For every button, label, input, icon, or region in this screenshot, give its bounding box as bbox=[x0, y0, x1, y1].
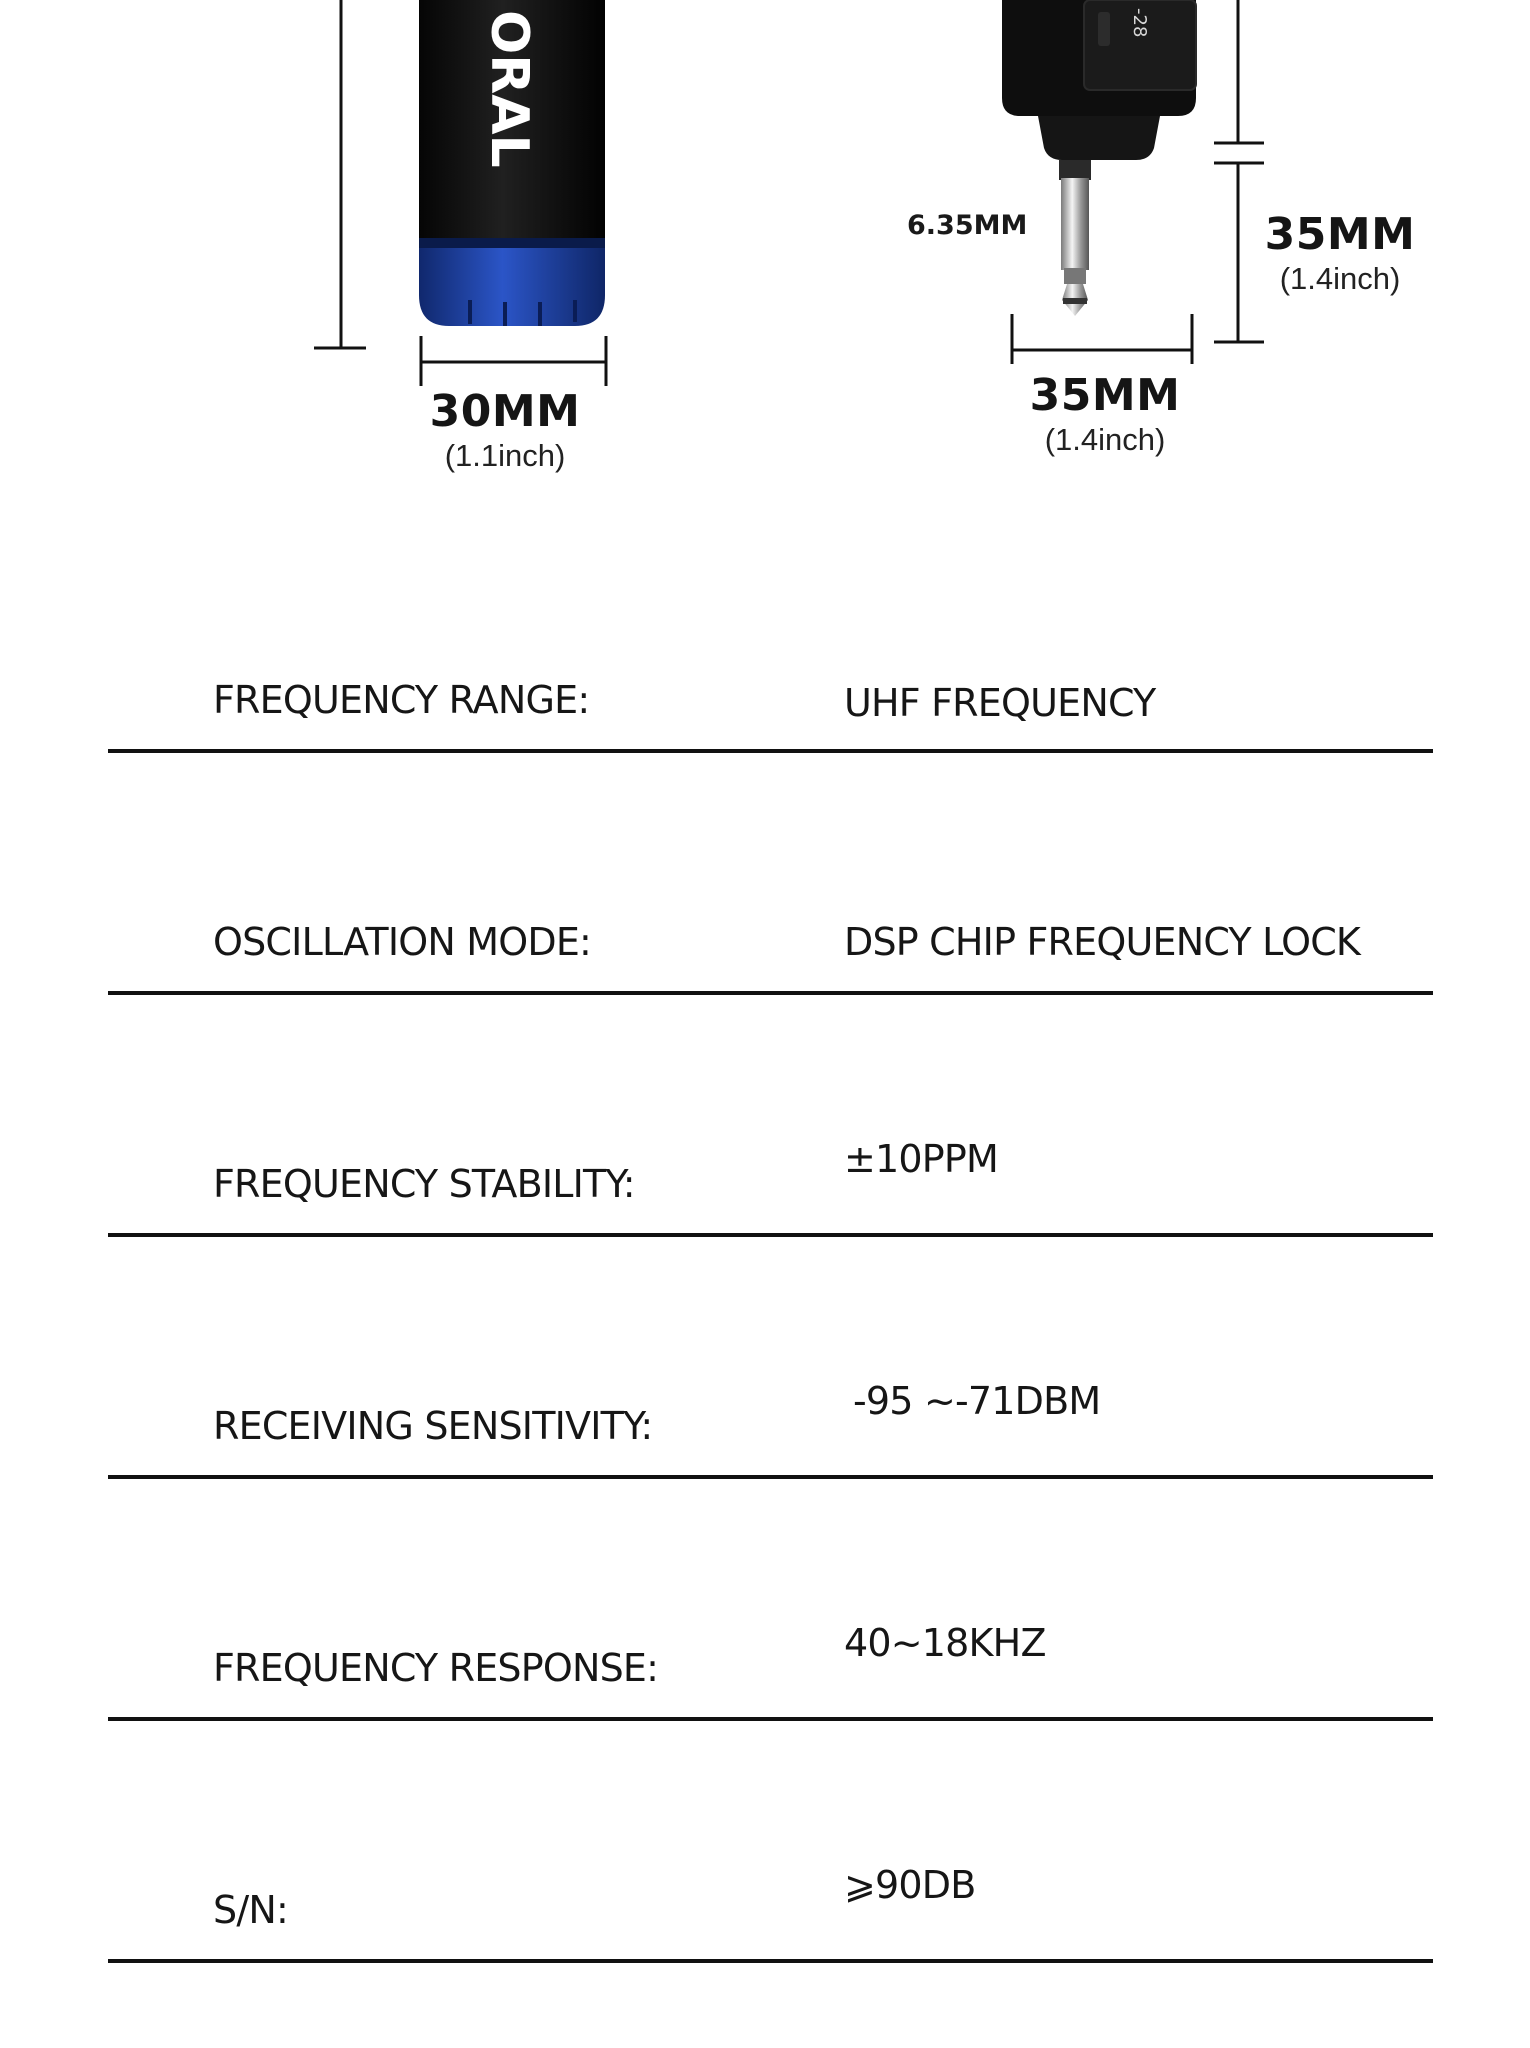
spec-value: ±10PPM bbox=[844, 1137, 999, 1181]
spec-label: OSCILLATION MODE: bbox=[213, 920, 592, 964]
microphone-illustration bbox=[419, 0, 605, 326]
receiver-width-dimension-line bbox=[1012, 314, 1192, 364]
spec-row-frequency-response bbox=[108, 1479, 1433, 1721]
receiver-height-label bbox=[1250, 209, 1430, 296]
spec-value: UHF FREQUENCY bbox=[844, 681, 1156, 725]
spec-row-signal-noise bbox=[108, 1721, 1433, 1963]
spec-label: S/N: bbox=[213, 1888, 288, 1932]
spec-label: FREQUENCY RESPONSE: bbox=[213, 1646, 659, 1690]
spec-row-frequency-range bbox=[108, 600, 1433, 753]
receiver-width-inch: (1.4inch) bbox=[1044, 422, 1166, 457]
receiver-width-label bbox=[1015, 370, 1195, 457]
spec-value: DSP CHIP FREQUENCY LOCK bbox=[844, 920, 1361, 964]
receiver-model-text: -28 bbox=[1129, 8, 1150, 38]
receiver-height-mm: 35MM bbox=[1264, 209, 1416, 260]
spec-value: ⩾90DB bbox=[844, 1863, 976, 1907]
receiver-height-inch: (1.4inch) bbox=[1279, 261, 1401, 296]
mic-width-inch: (1.1inch) bbox=[444, 438, 566, 473]
receiver-illustration bbox=[1002, 0, 1196, 316]
spec-value: -95 ~-71DBM bbox=[853, 1379, 1101, 1423]
receiver-width-mm: 35MM bbox=[1029, 370, 1181, 421]
spec-label: RECEIVING SENSITIVITY: bbox=[213, 1404, 653, 1448]
mic-width-mm: 30MM bbox=[429, 386, 581, 437]
spec-row-frequency-stability bbox=[108, 995, 1433, 1237]
plug-size-label: 6.35MM bbox=[907, 210, 1028, 241]
spec-row-oscillation-mode bbox=[108, 753, 1433, 995]
spec-label: FREQUENCY STABILITY: bbox=[213, 1162, 635, 1206]
mic-height-dimension-line bbox=[314, 0, 366, 348]
spec-value: 40~18KHZ bbox=[844, 1621, 1046, 1665]
spec-row-receiving-sensitivity bbox=[108, 1237, 1433, 1479]
spec-table bbox=[108, 600, 1433, 1963]
mic-width-label bbox=[415, 386, 595, 473]
mic-brand-text: ORAL bbox=[479, 10, 539, 168]
spec-label: FREQUENCY RANGE: bbox=[213, 678, 590, 722]
mic-width-dimension-line bbox=[421, 336, 606, 386]
